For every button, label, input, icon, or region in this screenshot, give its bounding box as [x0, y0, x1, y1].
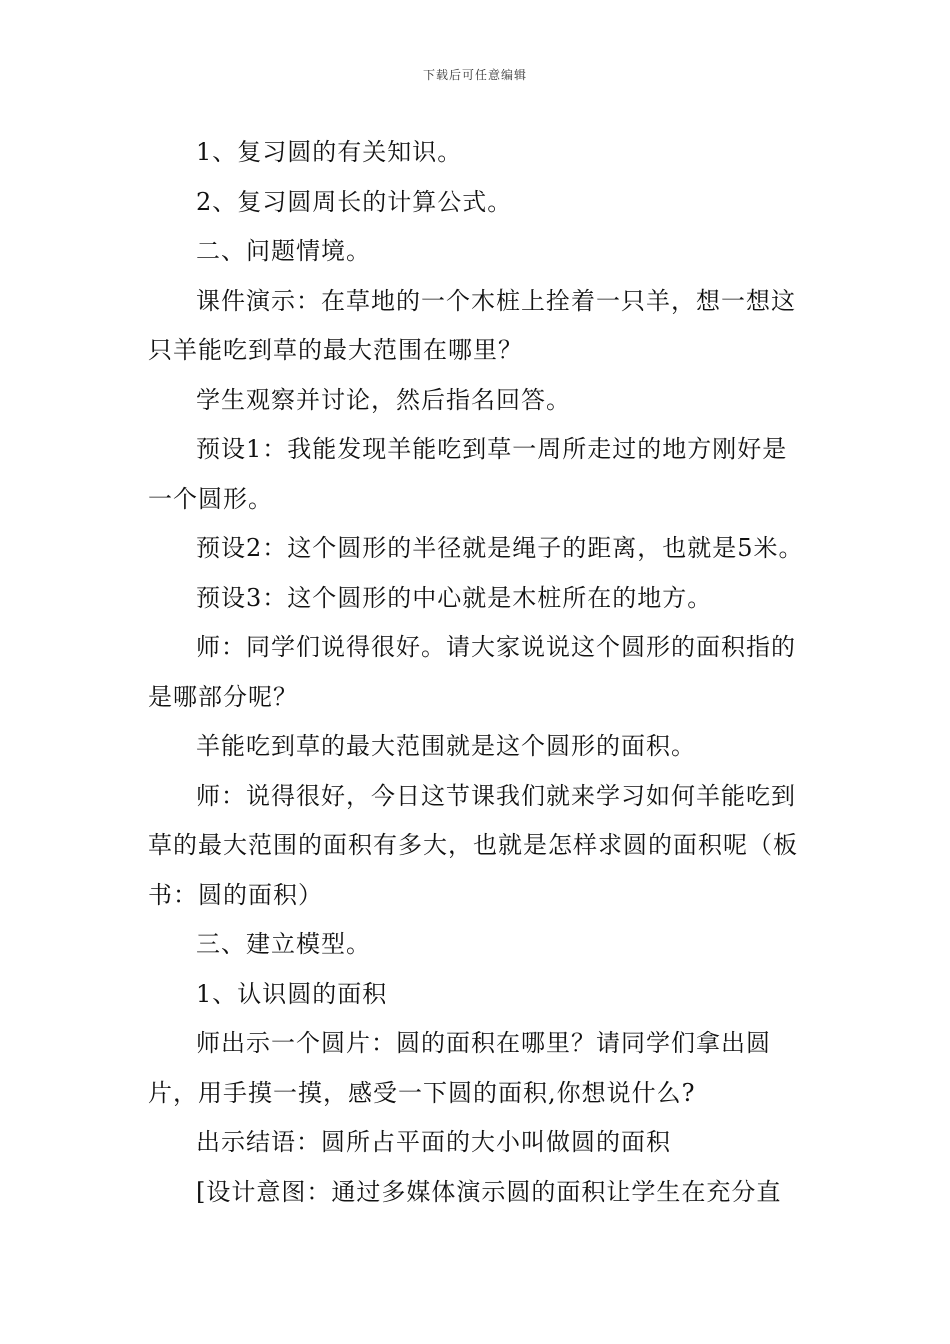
paragraph: 1、认识圆的面积: [196, 979, 388, 1008]
paragraph: 课件演示：在草地的一个木桩上拴着一只羊，想一想这只羊能吃到草的最大范围在哪里？: [148, 286, 796, 364]
paragraph: 预设3：这个圆形的中心就是木桩所在的地方。: [196, 583, 713, 612]
paragraph: 师出示一个圆片：圆的面积在哪里？请同学们拿出圆片，用手摸一摸，感受一下圆的面积,你想说什么?: [148, 1029, 771, 1107]
paragraph: 2、复习圆周长的计算公式。: [196, 187, 513, 216]
paragraph: 出示结语：圆所占平面的大小叫做圆的面积: [196, 1128, 671, 1156]
paragraph: 预设2：这个圆形的半径就是绳子的距离，也就是5米。: [196, 534, 804, 562]
paragraph: 学生观察并讨论，然后指名回答。: [196, 385, 571, 414]
paragraph: 羊能吃到草的最大范围就是这个圆形的面积。: [196, 732, 696, 760]
paragraph: 1、复习圆的有关知识。: [196, 138, 463, 166]
paragraph: 师：说得很好，今日这节课我们就来学习如何羊能吃到草的最大范围的面积有多大，也就是怎样求圆的面积呢（板书：圆的面积）: [148, 781, 798, 909]
page-header-note: 下载后可任意编辑: [422, 68, 527, 82]
paragraph: 二、问题情境。: [196, 237, 371, 265]
paragraph: 师：同学们说得很好。请大家说说这个圆形的面积指的是哪部分呢？: [148, 633, 796, 711]
document-body: [148, 128, 808, 1217]
paragraph: 预设1：我能发现羊能吃到草一周所走过的地方刚好是一个圆形。: [148, 435, 788, 513]
paragraph: 三、建立模型。: [196, 930, 371, 958]
paragraph: [设计意图：通过多媒体演示圆的面积让学生在充分直: [196, 1177, 782, 1206]
